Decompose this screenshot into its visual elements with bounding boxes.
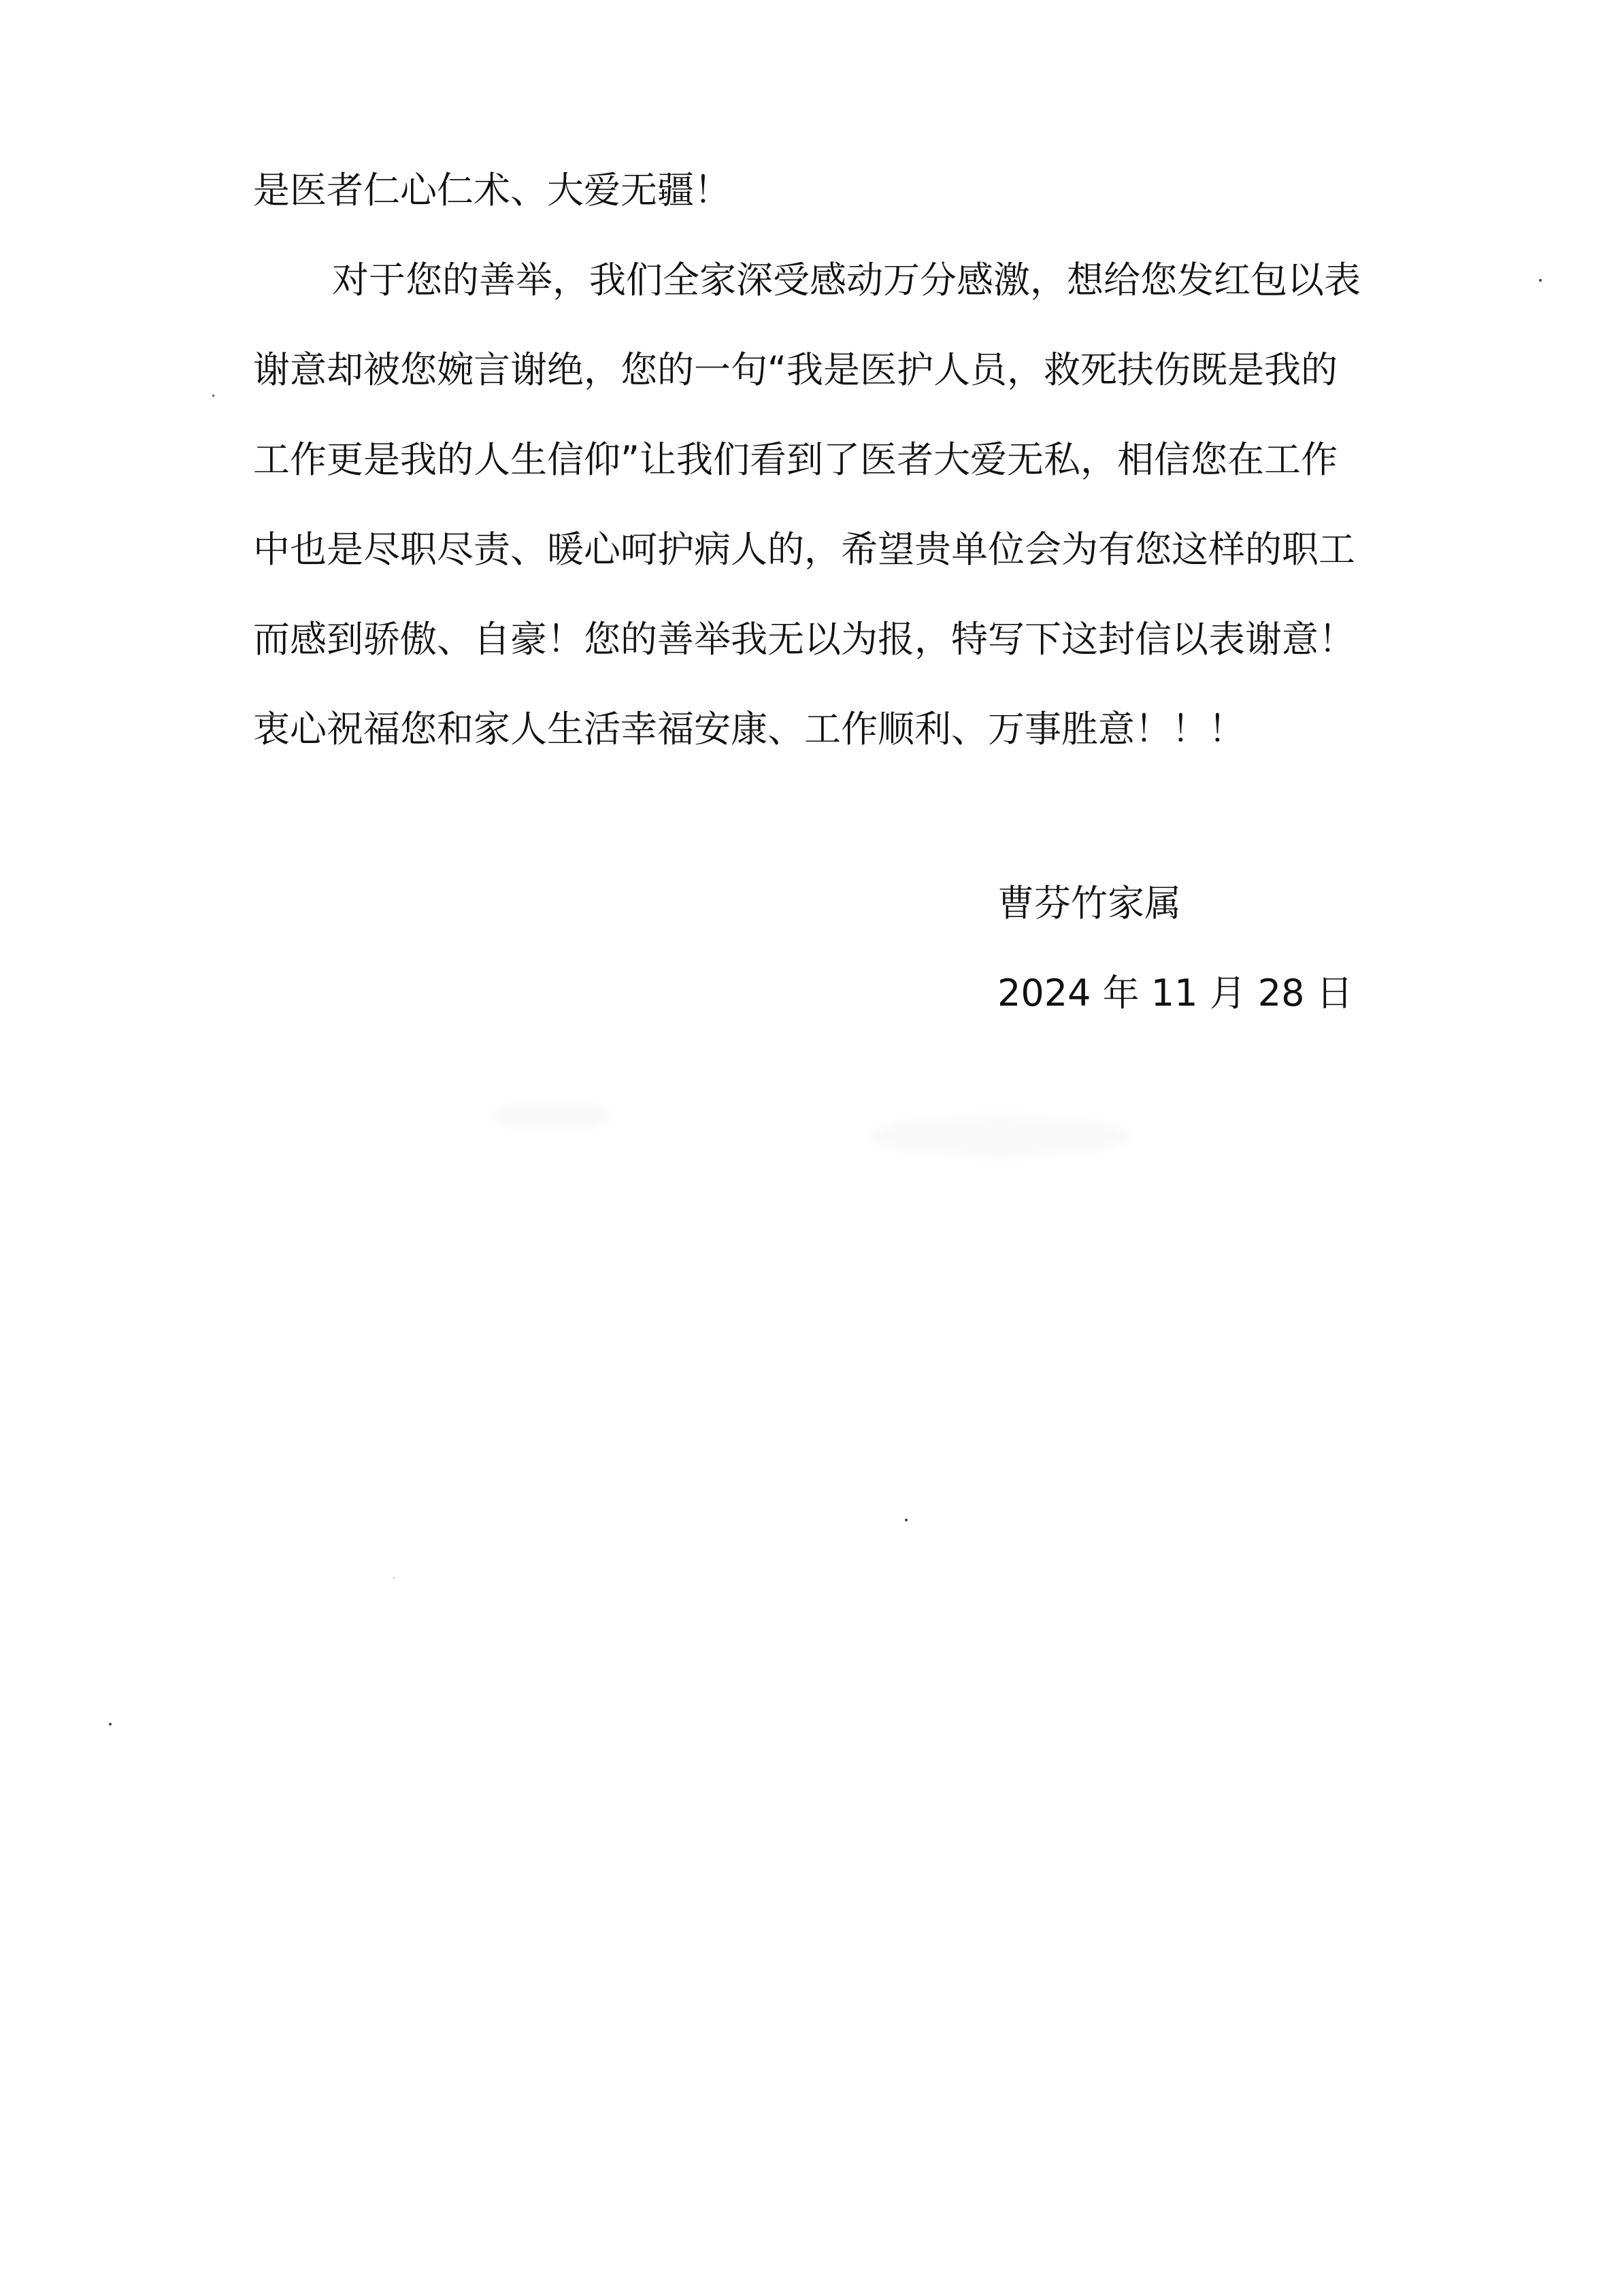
scan-smudge xyxy=(490,1102,612,1129)
scan-speck xyxy=(109,1723,112,1726)
letter-date: 2024 年 11 月 28 日 xyxy=(997,972,1353,1014)
scan-speck xyxy=(1539,279,1542,282)
letter-line: 对于您的善举，我们全家深受感动万分感激，想给您发红包以表 xyxy=(332,259,1361,301)
letter-line: 是医者仁心仁术、大爱无疆！ xyxy=(253,169,731,212)
letter-line: 而感到骄傲、自豪！您的善举我无以为报，特写下这封信以表谢意！ xyxy=(253,618,1355,661)
scan-speck xyxy=(393,1577,395,1579)
scan-speck xyxy=(212,395,214,397)
letter-signature: 曹芬竹家属 xyxy=(997,882,1181,925)
letter-line: 中也是尽职尽责、暖心呵护病人的，希望贵单位会为有您这样的职工 xyxy=(253,528,1355,571)
letter-line: 衷心祝福您和家人生活幸福安康、工作顺利、万事胜意！！！ xyxy=(253,708,1245,750)
letter-body xyxy=(253,146,1437,774)
letter-line: 工作更是我的人生信仰”让我们看到了医者大爱无私，相信您在工作 xyxy=(253,438,1338,481)
letter-line: 谢意却被您婉言谢绝，您的一句“我是医护人员，救死扶伤既是我的 xyxy=(253,348,1338,391)
scan-smudge xyxy=(871,1116,1129,1157)
scan-speck xyxy=(905,1519,908,1521)
